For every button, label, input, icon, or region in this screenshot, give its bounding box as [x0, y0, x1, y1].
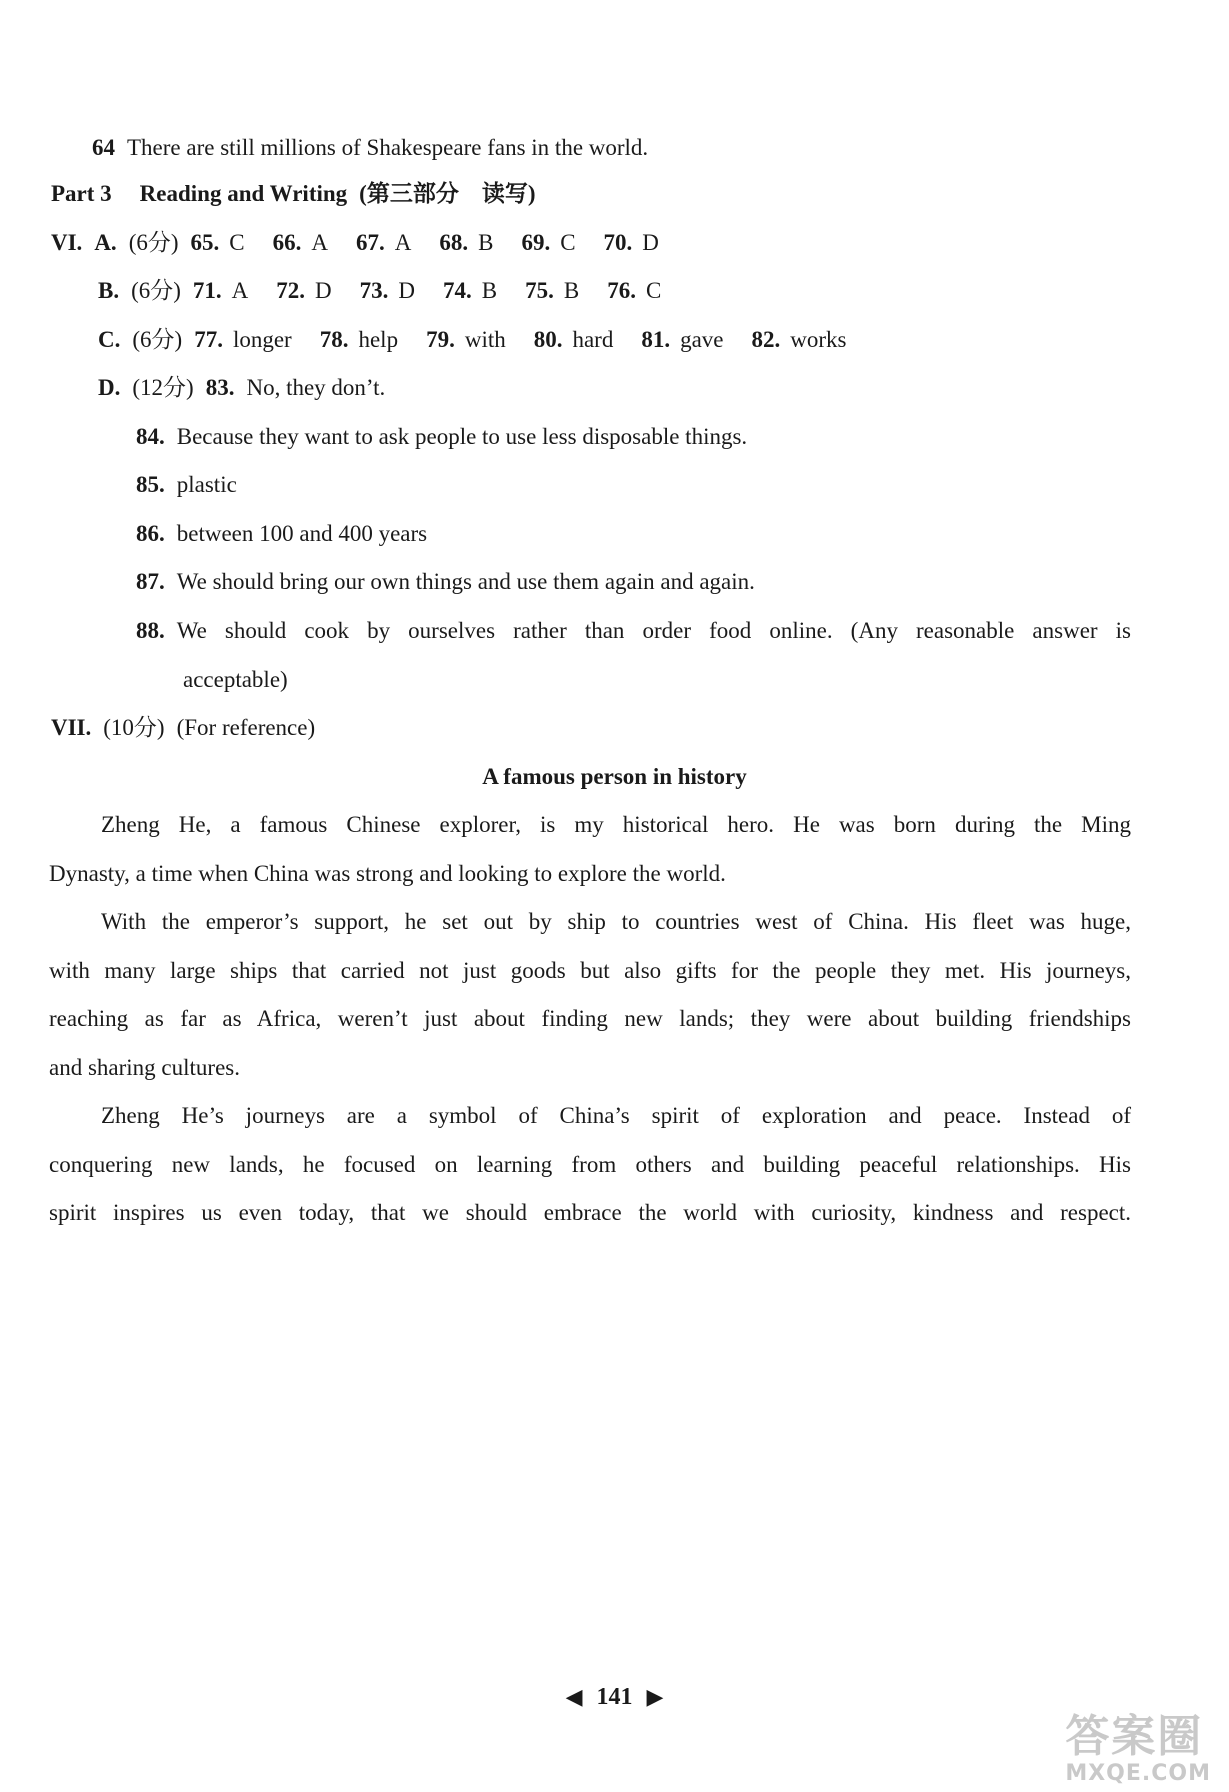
- watermark: 答案圈 MXQE.COM: [1065, 1711, 1211, 1786]
- answer-item: [193, 277, 248, 305]
- answers-b: [193, 278, 661, 303]
- right-triangle-icon: ▶: [646, 1684, 664, 1709]
- page-number: ◀ 141 ▶: [565, 1684, 664, 1710]
- question-number: 72.: [276, 278, 306, 303]
- essay-line: Zheng He’s journeys are a symbol of China’s spirit of exploration and peace. Instead of: [101, 1103, 1131, 1128]
- question-number: 71.: [192, 278, 222, 303]
- section-vi-a: VI. A. (6分) 65. C 66. A 67. A 68. B 69. C 70. D: [51, 230, 659, 255]
- essay-line: Dynasty, a time when China was strong and looking to explore the world.: [49, 861, 726, 886]
- question-number: 64: [92, 135, 115, 160]
- answer-value: C: [560, 230, 576, 255]
- answer-text: There are still millions of Shakespeare fans in the world.: [127, 135, 649, 160]
- essay-line: with many large ships that carried not just goods but also gifts for the people they met. His journeys,: [49, 958, 1131, 983]
- answer-item: [525, 277, 579, 305]
- question-number: 66.: [272, 230, 302, 255]
- answer-value: with: [464, 327, 506, 352]
- answer-88-continued: acceptable): [183, 667, 288, 692]
- question-number: 76.: [607, 278, 636, 303]
- essay-line: spirit inspires us even today, that we should embrace the world with curiosity, kindness and respect.: [49, 1200, 1131, 1225]
- answers-a: [191, 230, 659, 255]
- section-label: VII.: [51, 715, 92, 740]
- answer-item: [439, 229, 493, 257]
- question-number: 80.: [533, 327, 563, 352]
- answer-item: [426, 326, 506, 354]
- answer-item: [534, 326, 614, 354]
- question-number: 67.: [355, 230, 385, 255]
- answer-item: [191, 229, 245, 257]
- section-vi-d: D. (12分) 83. No, they don’t.: [98, 375, 386, 400]
- answer-item: [360, 277, 415, 305]
- question-number: 69.: [521, 230, 551, 255]
- section-vii: VII. (10分) (For reference): [51, 715, 316, 740]
- answer-item: [194, 326, 292, 354]
- answer-value: longer: [232, 327, 292, 352]
- essay-title: A famous person in history: [482, 764, 747, 789]
- question-number: 82.: [751, 327, 781, 352]
- answer-item: [443, 277, 497, 305]
- score: (6分): [131, 278, 181, 303]
- answer-value: D: [642, 230, 659, 255]
- answer-value: B: [481, 278, 498, 303]
- section-vi-b: B. (6分) 71. A 72. D 73. D 74. B 75. B 76. C: [98, 278, 662, 303]
- essay-line: Zheng He, a famous Chinese explorer, is my historical hero. He was born during the Ming: [101, 812, 1131, 837]
- answer-88: 88. We should cook by ourselves rather than order food online. (Any reasonable answer is: [136, 618, 1131, 643]
- answer-item: [752, 326, 847, 354]
- score: (6分): [132, 327, 183, 352]
- answer-value: gave: [680, 327, 724, 352]
- answer-value: C: [229, 230, 245, 255]
- answer-item: [604, 229, 659, 257]
- answer-87: 87. We should bring our own things and use them again and again.: [136, 569, 755, 594]
- score: (12分): [132, 375, 194, 400]
- question-number: 81.: [641, 327, 671, 352]
- question-number: 79.: [426, 327, 455, 352]
- question-number: 68.: [439, 230, 469, 255]
- answer-item: [273, 229, 328, 257]
- answer-84: 84. Because they want to ask people to use less disposable things.: [136, 424, 748, 449]
- answer-item: [356, 229, 411, 257]
- question-number: 77.: [194, 327, 223, 352]
- question-number: 78.: [319, 327, 349, 352]
- section-label: VI.: [51, 230, 83, 255]
- answer-value: help: [358, 327, 399, 352]
- question-number: 73.: [359, 278, 389, 303]
- question-number: 75.: [525, 278, 554, 303]
- essay-line: reaching as far as Africa, weren’t just about finding new lands; they were about building friendships: [49, 1006, 1131, 1031]
- left-triangle-icon: ◀: [565, 1684, 583, 1709]
- answer-64: [92, 134, 648, 162]
- answer-value: hard: [572, 327, 614, 352]
- essay-line: With the emperor’s support, he set out by ship to countries west of China. His fleet was huge,: [101, 909, 1131, 934]
- answer-value: B: [563, 278, 580, 303]
- answer-item: [320, 326, 398, 354]
- question-number: 74.: [443, 278, 472, 303]
- answer-value: A: [311, 230, 328, 255]
- essay-line: conquering new lands, he focused on learning from others and building peaceful relationships. His: [49, 1152, 1131, 1177]
- answers-c: [194, 327, 846, 352]
- answer-value: B: [478, 230, 494, 255]
- answer-item: [521, 229, 575, 257]
- score: (10分): [103, 715, 165, 740]
- essay-line: and sharing cultures.: [49, 1055, 240, 1080]
- answer-item: [276, 277, 331, 305]
- answer-86: 86. between 100 and 400 years: [136, 521, 428, 546]
- part3-heading: Part 3 Reading and Writing (第三部分 读写): [51, 181, 536, 206]
- score: (6分): [128, 230, 179, 255]
- answer-85: 85. plastic: [136, 472, 237, 497]
- answer-value: A: [231, 278, 249, 303]
- section-vi-c: C. (6分) 77. longer 78. help 79. with 80. hard 81. gave 82. works: [98, 327, 847, 352]
- answer-value: A: [394, 230, 412, 255]
- answer-value: C: [645, 278, 662, 303]
- question-number: 65.: [190, 230, 220, 255]
- answer-value: works: [790, 327, 847, 352]
- answer-value: D: [398, 278, 416, 303]
- answer-value: D: [315, 278, 332, 303]
- question-number: 70.: [603, 230, 633, 255]
- answer-item: [641, 326, 723, 354]
- answer-item: [607, 277, 661, 305]
